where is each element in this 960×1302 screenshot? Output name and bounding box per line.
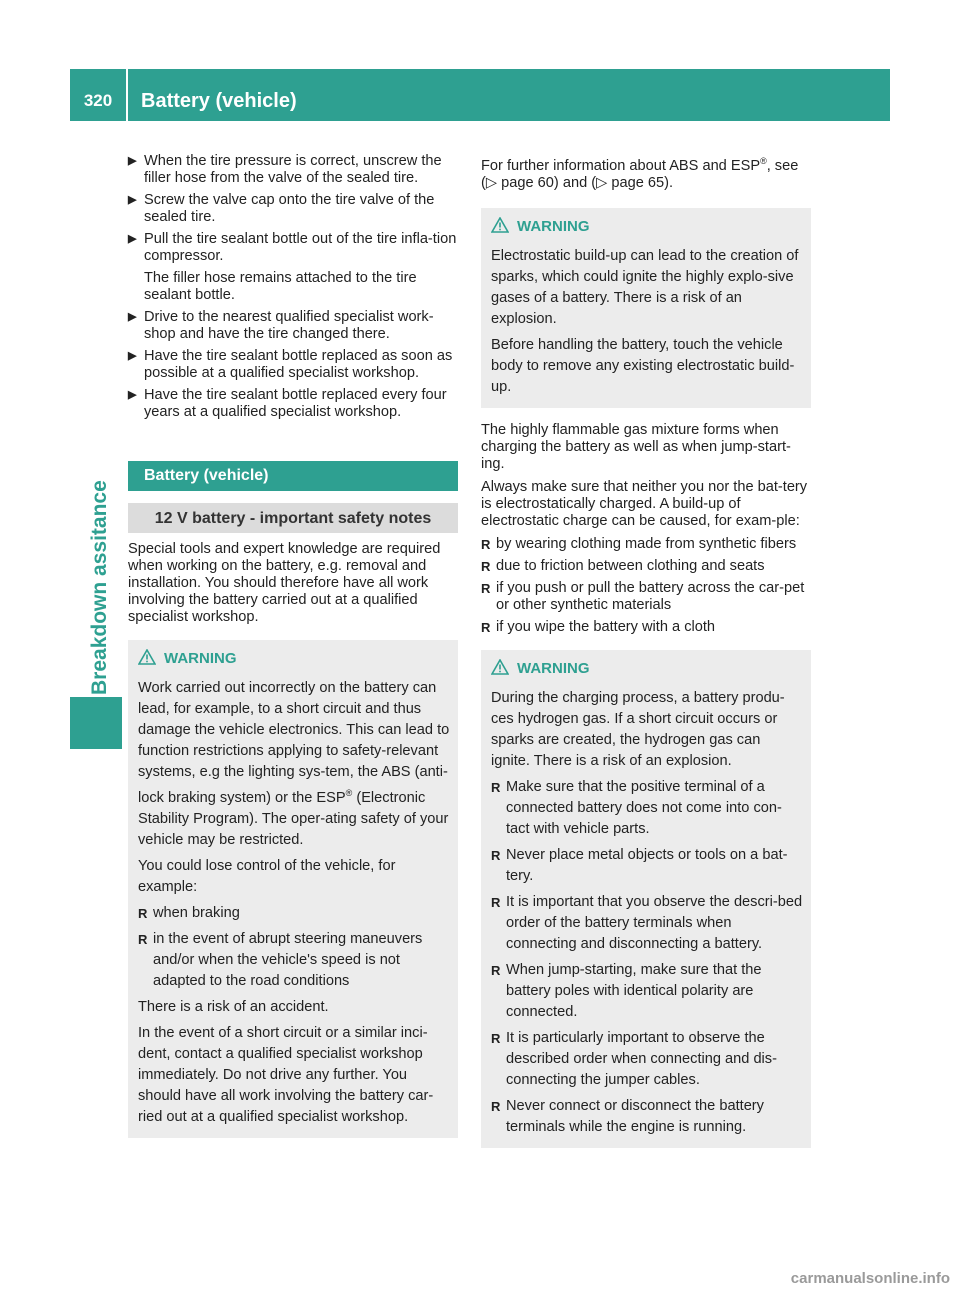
list-item [481, 619, 811, 636]
subsection-heading: 12 V battery - important safety notes [128, 503, 458, 533]
warning-paragraph: During the charging process, a battery produ-ces hydrogen gas. If a short circuit occurs or sparks are created, the hydrogen gas can ignite. There is a risk of an explosion. [491, 689, 785, 769]
list-item [491, 1096, 803, 1138]
bullet-r-icon: R [491, 1098, 501, 1114]
bullet-r-icon: R [138, 905, 148, 921]
right-arrow-icon: ▶ [128, 311, 137, 323]
bullet-r-icon: R [491, 1030, 501, 1046]
right-arrow-icon: ▶ [128, 350, 137, 362]
list-item [481, 580, 811, 614]
list-item-text: in the event of abrupt steering maneuvers and/or when the vehicle's speed is not adapted to the road conditions [153, 930, 423, 989]
right-column [481, 153, 811, 1148]
watermark-footer: carmanualsonline.info [790, 1270, 950, 1287]
page-title: Battery (vehicle) [141, 90, 297, 112]
intro-paragraph: Special tools and expert knowledge are required when working on the battery, e.g. removal and installation. You should therefore have all work involving the battery carried out at a qualified specialist workshop. [128, 541, 441, 625]
list-item [491, 845, 803, 887]
paragraph: Always make sure that neither you nor the bat-tery is electrostatically charged. A build-up of electrostatic charge can be caused, for exam-ple: [481, 478, 808, 529]
warning-title: WARNING [517, 659, 590, 677]
bullet-r-icon: R [491, 962, 501, 978]
step-item [128, 192, 458, 226]
right-arrow-icon: ▶ [128, 389, 137, 401]
registered-mark: ® [760, 156, 767, 166]
step-text: Have the tire sealant bottle replaced every four years at a qualified specialist workshop. [144, 387, 447, 420]
list-item-text: due to friction between clothing and seats [496, 557, 765, 574]
bullet-r-icon: R [481, 619, 491, 635]
list-item [491, 892, 803, 955]
ref-text: page 65). [607, 174, 674, 191]
list-item-text: It is important that you observe the descri-bed order of the battery terminals when connecting and disconnecting a battery. [506, 893, 803, 952]
registered-mark: ® [345, 788, 353, 798]
bullet-r-icon: R [481, 558, 491, 574]
list-item-text: Never place metal objects or tools on a bat-tery. [506, 846, 788, 884]
warning-triangle-icon [138, 649, 158, 672]
ref-text: For further information about ABS and ESP [481, 157, 761, 174]
right-arrow-icon: ▶ [128, 233, 137, 245]
step-item [128, 387, 458, 421]
list-item-text: when braking [153, 904, 240, 921]
warning-paragraph: Before handling the battery, touch the vehicle body to remove any existing electrostatic build-up. [491, 336, 795, 395]
side-section-tab [70, 697, 122, 749]
list-item-text: It is particularly important to observe the described order when connecting and dis-connecting the jumper cables. [506, 1029, 777, 1088]
step-text: Have the tire sealant bottle replaced as soon as possible at a qualified specialist workshop. [144, 348, 453, 381]
step-text: Drive to the nearest qualified specialist work-shop and have the tire changed there. [144, 309, 434, 342]
page-ref-arrow-icon: ▷ [596, 174, 608, 191]
bullet-r-icon: R [138, 931, 148, 947]
warning-paragraph [138, 678, 450, 851]
right-arrow-icon: ▶ [128, 155, 137, 167]
step-text: Pull the tire sealant bottle out of the tire infla-tion compressor. [144, 231, 457, 264]
warning-paragraph: You could lose control of the vehicle, for example: [138, 857, 396, 895]
page-ref-arrow-icon: ▷ [485, 174, 498, 191]
step-item [128, 153, 458, 187]
warning-triangle-icon [491, 659, 511, 682]
list-item [491, 960, 803, 1023]
warning-triangle-icon [491, 217, 511, 240]
list-item [138, 929, 450, 992]
bullet-r-icon: R [491, 779, 501, 795]
warning-text: Work carried out incorrectly on the battery can lead, for example, to a short circuit and thus damage the vehicle electronics. This can lead to function restrictions applying to safety-relevant systems, e.g the lighting sys-tem, the ABS (anti-lock braking system) or the ESP [138, 680, 450, 806]
list-item-text: Never connect or disconnect the battery terminals while the engine is running. [506, 1097, 764, 1135]
bullet-r-icon: R [491, 847, 501, 863]
warning-text: (Electronic Stability Program). The oper-ating safety of your vehicle may be restricted. [138, 789, 449, 848]
warning-heading [491, 658, 803, 682]
warning-title: WARNING [164, 650, 237, 667]
warning-heading [491, 216, 803, 240]
header-divider [126, 69, 128, 121]
page-number: 320 [83, 91, 113, 110]
warning-paragraph: Electrostatic build-up can lead to the creation of sparks, which could ignite the highly explo-sive gases of a battery. There is a risk of an explosion. [491, 247, 799, 327]
cross-reference [481, 153, 811, 192]
step-item [128, 348, 458, 382]
warning-box [481, 208, 811, 408]
side-section-label [85, 155, 115, 695]
bullet-r-icon: R [481, 536, 491, 552]
list-item-text: by wearing clothing made from synthetic fibers [496, 535, 797, 552]
list-item-text: Make sure that the positive terminal of a connected battery does not come into con-tact with vehicle parts. [506, 778, 782, 837]
bullet-r-icon: R [491, 894, 501, 910]
list-item-text: When jump-starting, make sure that the battery poles with identical polarity are connected. [506, 961, 762, 1020]
step-item [128, 309, 458, 343]
list-item [481, 536, 811, 553]
right-arrow-icon: ▶ [128, 194, 137, 206]
section-heading: Battery (vehicle) [128, 461, 458, 491]
list-item-text: if you push or pull the battery across the car-pet or other synthetic materials [496, 579, 805, 613]
left-column [128, 153, 458, 1138]
list-item [491, 777, 803, 840]
paragraph: The highly flammable gas mixture forms when charging the battery as well as when jump-start-ing. [481, 421, 791, 472]
list-item-text: if you wipe the battery with a cloth [496, 618, 716, 635]
step-text: Screw the valve cap onto the tire valve of the sealed tire. [144, 192, 435, 225]
step-text: When the tire pressure is correct, unscrew the filler hose from the valve of the sealed tire. [144, 153, 442, 186]
list-item [491, 1028, 803, 1091]
warning-title: WARNING [517, 217, 590, 235]
list-item [481, 558, 811, 575]
warning-paragraph: In the event of a short circuit or a similar inci-dent, contact a qualified specialist workshop immediately. Do not drive any further. You should have all work involving the battery car-ried out at a qualified specialist workshop. [138, 1024, 434, 1125]
step-note: The filler hose remains attached to the tire sealant bottle. [144, 270, 417, 303]
ref-text: page 60) and ( [497, 174, 597, 191]
warning-box [128, 640, 458, 1138]
warning-box [481, 650, 811, 1148]
bullet-r-icon: R [481, 580, 491, 596]
step-item [128, 231, 458, 304]
side-label-text: Breakdown assitance [88, 480, 111, 695]
list-item [138, 903, 450, 924]
warning-paragraph: There is a risk of an accident. [138, 998, 329, 1015]
warning-heading [138, 648, 450, 672]
ref-text: , see ( [481, 157, 799, 191]
